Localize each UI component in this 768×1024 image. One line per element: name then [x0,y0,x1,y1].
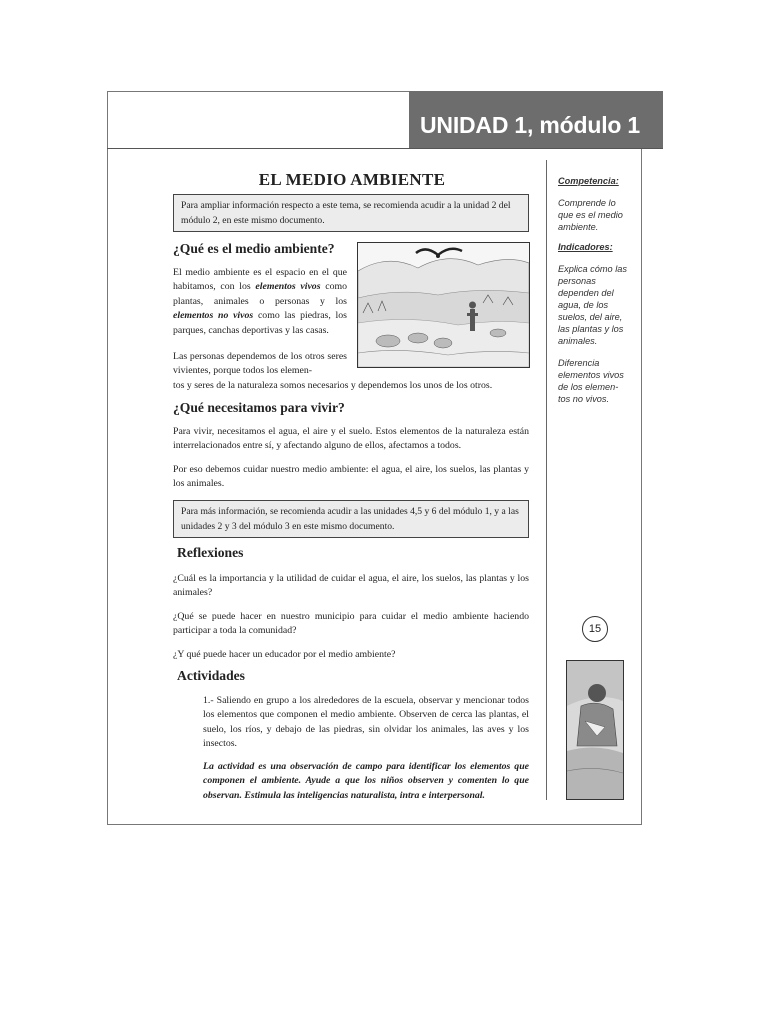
landscape-illustration [357,242,530,368]
unit-title: UNIDAD 1, módulo 1 [420,112,641,138]
competencia-heading: Competencia: [558,176,619,186]
sidebar-competencia [558,175,630,405]
info-box-1: Para ampliar información respecto a este tema, se recomienda acudir a la unidad 2 del módulo 2, en este mismo documento. [173,194,529,232]
paragraph-needs: Para vivir, necesitamos el agua, el aire y el suelo. Estos elementos de la naturaleza están interrelacionados entre sí, y afectando alguno de ellos, afectamos a todos. [173,426,529,452]
heading-necesitamos: ¿Qué necesitamos para vivir? [173,400,345,415]
paragraph-dependence: Las personas dependemos de los otros seres vivientes, porque todos los elemen- [173,351,347,377]
question-1: ¿Cuál es la importancia y la utilidad de cuidar el agua, el aire, los suelos, las plantas y los animales? [173,573,529,599]
activity-1: 1.- Saliendo en grupo a los alrededores de la escuela, observar y mencionar todos los elementos que componen el medio ambiente. Observen de cerca las plantas, el suelo, los ríos, y debajo de las piedras, sin olvidar los animales, las aves y los insectos. [203,695,529,750]
question-3: ¿Y qué puede hacer un educador por el medio ambiente? [173,649,396,660]
page-title: EL MEDIO AMBIENTE [258,170,446,189]
child-photo [566,660,624,800]
question-2: ¿Qué se puede hacer en nuestro municipio para cuidar el medio ambiente haciendo participar a toda la comunidad? [173,611,529,637]
indicadores-heading: Indicadores: [558,242,613,252]
column-separator [546,160,547,800]
header-rule [107,148,663,149]
paragraph-definition: El medio ambiente es el espacio en el que habitamos, con los elementos vivos como plantas, animales o personas y los elementos no vivos como las piedras, los parques, canchas deportivas y las casas. [173,267,347,336]
paragraph-dependence-cont: tos y seres de la naturaleza somos necesarios y dependemos los unos de los otros. [173,380,493,391]
indicator-1: Explica cómo las personas dependen del agua, de los suelos, del aire, las plantas y los animales. [558,264,627,346]
info-box-2: Para más información, se recomienda acudir a las unidades 4,5 y 6 del módulo 1, y a las unidades 2 y 3 del módulo 3 en este mismo documento. [173,500,529,538]
activity-note: La actividad es una observación de campo para identificar los elementos que componen el ambiente. Ayude a que los niños observen y comenten lo que observan. Estimula las inteligencias naturalista, intra e interpersonal. [203,761,529,801]
competencia-text: Comprende lo que es el medio ambiente. [558,198,623,232]
paragraph-care: Por eso debemos cuidar nuestro medio ambiente: el agua, el aire, los suelos, las plantas y los animales. [173,464,529,490]
page-number: 15 [582,616,608,642]
heading-actividades: Actividades [177,668,245,683]
heading-que-es: ¿Qué es el medio ambiente? [173,241,335,256]
heading-reflexiones: Reflexiones [177,545,244,560]
indicator-2: Diferencia elementos vivos de los elemen-tos no vivos. [558,358,624,404]
